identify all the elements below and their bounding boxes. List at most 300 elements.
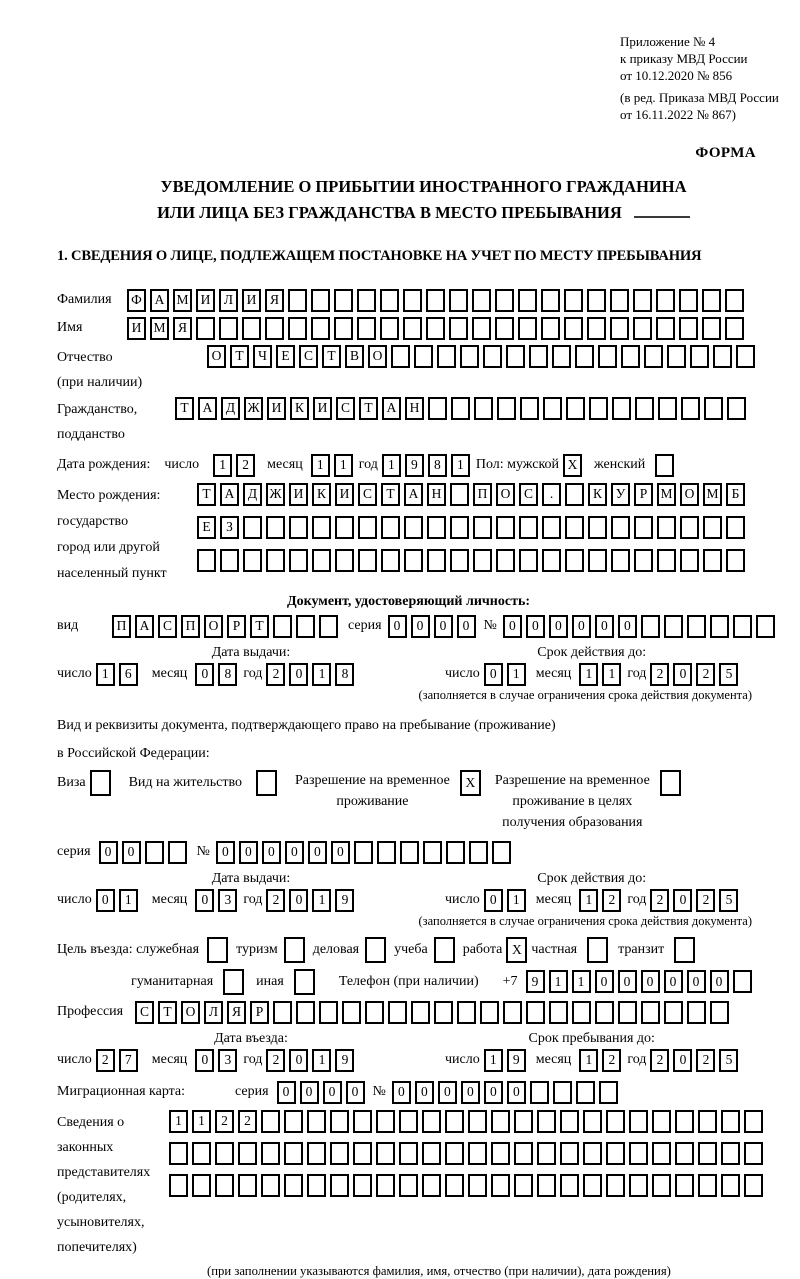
birthplace-cell[interactable] — [266, 516, 285, 539]
representative-cell[interactable] — [169, 1174, 188, 1197]
patronymic-cell[interactable]: О — [368, 345, 387, 368]
name-cell[interactable] — [472, 317, 491, 340]
citizenship-cell[interactable] — [520, 397, 539, 420]
patronymic-cell[interactable] — [529, 345, 548, 368]
birthplace-cell[interactable] — [565, 483, 584, 506]
birthplace-cell[interactable] — [657, 549, 676, 572]
birthplace-cell[interactable] — [634, 549, 653, 572]
citizenship-cell[interactable] — [474, 397, 493, 420]
profession-cell[interactable] — [710, 1001, 729, 1024]
migration-number-cell[interactable]: 0 — [507, 1081, 526, 1104]
doc-type-cell[interactable] — [296, 615, 315, 638]
stay-month-cell[interactable]: 1 — [579, 1049, 598, 1072]
permit-issue-year-cell[interactable]: 0 — [289, 889, 308, 912]
doc-issue-year-cell[interactable]: 8 — [335, 663, 354, 686]
doc-type-cell[interactable]: О — [204, 615, 223, 638]
entry-year-cell[interactable]: 0 — [289, 1049, 308, 1072]
name-cell[interactable] — [426, 317, 445, 340]
representative-cell[interactable] — [583, 1142, 602, 1165]
doc-issue-year-cell[interactable]: 1 — [312, 663, 331, 686]
surname-cell[interactable] — [449, 289, 468, 312]
birthplace-cell[interactable]: М — [657, 483, 676, 506]
representative-cell[interactable] — [376, 1142, 395, 1165]
birthplace-cell[interactable]: И — [289, 483, 308, 506]
representative-cell[interactable] — [537, 1174, 556, 1197]
representative-cell[interactable] — [744, 1142, 763, 1165]
birth-year-cell[interactable]: 9 — [405, 454, 424, 477]
name-cell[interactable]: И — [127, 317, 146, 340]
profession-cell[interactable] — [549, 1001, 568, 1024]
patronymic-cell[interactable] — [483, 345, 502, 368]
birthplace-cell[interactable]: О — [680, 483, 699, 506]
permit-number-cell[interactable]: 0 — [308, 841, 327, 864]
name-cell[interactable] — [679, 317, 698, 340]
representative-cell[interactable] — [445, 1174, 464, 1197]
permit-valid-year-cell[interactable]: 2 — [696, 889, 715, 912]
birth-day-cell[interactable]: 2 — [236, 454, 255, 477]
doc-valid-month-cell[interactable]: 1 — [579, 663, 598, 686]
representative-cell[interactable] — [468, 1174, 487, 1197]
representative-cell[interactable] — [629, 1174, 648, 1197]
doc-number-cell[interactable] — [756, 615, 775, 638]
representative-cell[interactable] — [698, 1174, 717, 1197]
migration-number-cell[interactable] — [530, 1081, 549, 1104]
citizenship-cell[interactable]: И — [267, 397, 286, 420]
birthplace-cell[interactable] — [726, 549, 745, 572]
permit-number-cell[interactable] — [400, 841, 419, 864]
temp-permit-checkbox[interactable]: X — [460, 770, 481, 796]
representative-cell[interactable] — [606, 1110, 625, 1133]
profession-cell[interactable] — [273, 1001, 292, 1024]
purpose-humanitarian-checkbox[interactable] — [223, 969, 244, 995]
doc-number-cell[interactable]: 0 — [595, 615, 614, 638]
profession-cell[interactable]: С — [135, 1001, 154, 1024]
phone-cell[interactable]: 9 — [526, 970, 545, 993]
doc-valid-year-cell[interactable]: 2 — [696, 663, 715, 686]
birthplace-cell[interactable] — [197, 549, 216, 572]
surname-cell[interactable]: И — [196, 289, 215, 312]
name-cell[interactable] — [449, 317, 468, 340]
citizenship-cell[interactable]: А — [382, 397, 401, 420]
representative-cell[interactable] — [261, 1142, 280, 1165]
citizenship-cell[interactable]: Т — [175, 397, 194, 420]
representative-cell[interactable] — [468, 1142, 487, 1165]
birthplace-cell[interactable] — [335, 549, 354, 572]
migration-number-cell[interactable]: 0 — [461, 1081, 480, 1104]
representative-cell[interactable] — [583, 1174, 602, 1197]
representative-cell[interactable] — [422, 1110, 441, 1133]
birthplace-cell[interactable] — [657, 516, 676, 539]
representative-cell[interactable]: 2 — [238, 1110, 257, 1133]
surname-cell[interactable] — [702, 289, 721, 312]
representative-cell[interactable] — [307, 1174, 326, 1197]
birthplace-cell[interactable] — [404, 549, 423, 572]
migration-number-cell[interactable] — [553, 1081, 572, 1104]
profession-cell[interactable] — [687, 1001, 706, 1024]
doc-number-cell[interactable] — [641, 615, 660, 638]
name-cell[interactable] — [587, 317, 606, 340]
citizenship-cell[interactable] — [704, 397, 723, 420]
birthplace-cell[interactable] — [565, 516, 584, 539]
doc-number-cell[interactable]: 0 — [503, 615, 522, 638]
citizenship-cell[interactable]: Ж — [244, 397, 263, 420]
doc-valid-year-cell[interactable]: 2 — [650, 663, 669, 686]
visa-checkbox[interactable] — [90, 770, 111, 796]
birthplace-cell[interactable] — [473, 516, 492, 539]
patronymic-cell[interactable] — [552, 345, 571, 368]
birthplace-cell[interactable]: Т — [381, 483, 400, 506]
name-cell[interactable]: Я — [173, 317, 192, 340]
representative-cell[interactable] — [744, 1174, 763, 1197]
birthplace-cell[interactable] — [289, 516, 308, 539]
name-cell[interactable] — [656, 317, 675, 340]
profession-cell[interactable]: Я — [227, 1001, 246, 1024]
profession-cell[interactable]: Т — [158, 1001, 177, 1024]
profession-cell[interactable] — [411, 1001, 430, 1024]
surname-cell[interactable]: Я — [265, 289, 284, 312]
permit-number-cell[interactable]: 0 — [285, 841, 304, 864]
representative-cell[interactable] — [514, 1174, 533, 1197]
phone-cell[interactable]: 1 — [549, 970, 568, 993]
name-cell[interactable] — [495, 317, 514, 340]
representative-cell[interactable] — [399, 1142, 418, 1165]
representative-cell[interactable] — [560, 1174, 579, 1197]
representative-cell[interactable] — [721, 1142, 740, 1165]
patronymic-cell[interactable] — [575, 345, 594, 368]
representative-cell[interactable] — [652, 1142, 671, 1165]
representative-cell[interactable] — [284, 1174, 303, 1197]
representative-cell[interactable] — [353, 1174, 372, 1197]
surname-cell[interactable] — [426, 289, 445, 312]
representative-cell[interactable] — [629, 1110, 648, 1133]
representative-cell[interactable] — [721, 1174, 740, 1197]
purpose-tourism-checkbox[interactable] — [284, 937, 305, 963]
phone-cell[interactable]: 0 — [595, 970, 614, 993]
name-cell[interactable] — [702, 317, 721, 340]
profession-cell[interactable]: О — [181, 1001, 200, 1024]
birthplace-cell[interactable] — [358, 549, 377, 572]
patronymic-cell[interactable]: Т — [322, 345, 341, 368]
stay-year-cell[interactable]: 2 — [696, 1049, 715, 1072]
migration-number-cell[interactable]: 0 — [392, 1081, 411, 1104]
birthplace-cell[interactable] — [312, 549, 331, 572]
profession-cell[interactable] — [365, 1001, 384, 1024]
birthplace-cell[interactable] — [335, 516, 354, 539]
citizenship-cell[interactable]: Н — [405, 397, 424, 420]
representative-cell[interactable] — [307, 1142, 326, 1165]
permit-number-cell[interactable]: 0 — [239, 841, 258, 864]
patronymic-cell[interactable]: С — [299, 345, 318, 368]
birthplace-cell[interactable] — [496, 549, 515, 572]
representative-cell[interactable] — [514, 1142, 533, 1165]
birth-month-cell[interactable]: 1 — [334, 454, 353, 477]
purpose-transit-checkbox[interactable] — [674, 937, 695, 963]
representative-cell[interactable] — [353, 1142, 372, 1165]
permit-valid-day-cell[interactable]: 1 — [507, 889, 526, 912]
permit-number-cell[interactable] — [377, 841, 396, 864]
doc-issue-month-cell[interactable]: 0 — [195, 663, 214, 686]
phone-cell[interactable]: 0 — [664, 970, 683, 993]
representative-cell[interactable] — [675, 1142, 694, 1165]
representative-cell[interactable] — [445, 1110, 464, 1133]
stay-year-cell[interactable]: 2 — [650, 1049, 669, 1072]
doc-valid-day-cell[interactable]: 1 — [507, 663, 526, 686]
birthplace-cell[interactable] — [726, 516, 745, 539]
representative-cell[interactable] — [698, 1142, 717, 1165]
migration-number-cell[interactable] — [599, 1081, 618, 1104]
stay-year-cell[interactable]: 5 — [719, 1049, 738, 1072]
profession-cell[interactable]: Р — [250, 1001, 269, 1024]
birthplace-cell[interactable] — [611, 516, 630, 539]
birthplace-cell[interactable] — [243, 516, 262, 539]
doc-series-cell[interactable]: 0 — [434, 615, 453, 638]
name-cell[interactable] — [219, 317, 238, 340]
citizenship-cell[interactable] — [681, 397, 700, 420]
name-cell[interactable]: М — [150, 317, 169, 340]
surname-cell[interactable] — [564, 289, 583, 312]
birthplace-cell[interactable] — [243, 549, 262, 572]
permit-valid-month-cell[interactable]: 1 — [579, 889, 598, 912]
representative-cell[interactable] — [583, 1110, 602, 1133]
permit-number-cell[interactable]: 0 — [262, 841, 281, 864]
birthplace-cell[interactable]: С — [358, 483, 377, 506]
birthplace-cell[interactable] — [312, 516, 331, 539]
representative-cell[interactable] — [330, 1174, 349, 1197]
birth-year-cell[interactable]: 1 — [382, 454, 401, 477]
patronymic-cell[interactable]: Е — [276, 345, 295, 368]
name-cell[interactable] — [288, 317, 307, 340]
profession-cell[interactable] — [319, 1001, 338, 1024]
birthplace-cell[interactable] — [289, 549, 308, 572]
representative-cell[interactable] — [261, 1174, 280, 1197]
representative-cell[interactable] — [606, 1142, 625, 1165]
phone-cell[interactable]: 0 — [710, 970, 729, 993]
birthplace-cell[interactable] — [542, 516, 561, 539]
birthplace-cell[interactable]: М — [703, 483, 722, 506]
birthplace-cell[interactable]: И — [335, 483, 354, 506]
migration-series-cell[interactable]: 0 — [300, 1081, 319, 1104]
name-cell[interactable] — [610, 317, 629, 340]
permit-series-cell[interactable] — [168, 841, 187, 864]
representative-cell[interactable] — [284, 1110, 303, 1133]
birthplace-cell[interactable]: О — [496, 483, 515, 506]
representative-cell[interactable] — [192, 1142, 211, 1165]
doc-issue-year-cell[interactable]: 2 — [266, 663, 285, 686]
birthplace-cell[interactable]: А — [404, 483, 423, 506]
birthplace-cell[interactable] — [519, 516, 538, 539]
representative-cell[interactable] — [491, 1110, 510, 1133]
patronymic-cell[interactable] — [621, 345, 640, 368]
representative-cell[interactable] — [514, 1110, 533, 1133]
entry-year-cell[interactable]: 9 — [335, 1049, 354, 1072]
permit-number-cell[interactable] — [354, 841, 373, 864]
profession-cell[interactable] — [388, 1001, 407, 1024]
representative-cell[interactable] — [698, 1110, 717, 1133]
representative-cell[interactable] — [399, 1110, 418, 1133]
purpose-official-checkbox[interactable] — [207, 937, 228, 963]
citizenship-cell[interactable] — [635, 397, 654, 420]
citizenship-cell[interactable] — [589, 397, 608, 420]
profession-cell[interactable] — [480, 1001, 499, 1024]
migration-series-cell[interactable]: 0 — [346, 1081, 365, 1104]
surname-cell[interactable]: Ф — [127, 289, 146, 312]
birthplace-cell[interactable] — [450, 483, 469, 506]
representative-cell[interactable] — [422, 1142, 441, 1165]
representative-cell[interactable] — [330, 1110, 349, 1133]
doc-number-cell[interactable] — [733, 615, 752, 638]
citizenship-cell[interactable] — [658, 397, 677, 420]
phone-cell[interactable]: 1 — [572, 970, 591, 993]
birthplace-cell[interactable] — [427, 549, 446, 572]
sex-female-checkbox[interactable] — [655, 454, 674, 477]
representative-cell[interactable] — [422, 1174, 441, 1197]
surname-cell[interactable] — [656, 289, 675, 312]
birthplace-cell[interactable] — [358, 516, 377, 539]
doc-issue-day-cell[interactable]: 6 — [119, 663, 138, 686]
representative-cell[interactable] — [307, 1110, 326, 1133]
birthplace-cell[interactable]: Е — [197, 516, 216, 539]
patronymic-cell[interactable]: О — [207, 345, 226, 368]
representative-cell[interactable] — [238, 1174, 257, 1197]
permit-number-cell[interactable] — [492, 841, 511, 864]
birthplace-cell[interactable] — [381, 516, 400, 539]
birthplace-cell[interactable] — [427, 516, 446, 539]
representative-cell[interactable] — [330, 1142, 349, 1165]
birthplace-cell[interactable] — [680, 549, 699, 572]
patronymic-cell[interactable] — [690, 345, 709, 368]
birthplace-cell[interactable] — [496, 516, 515, 539]
purpose-work-checkbox[interactable]: X — [506, 937, 527, 963]
patronymic-cell[interactable] — [598, 345, 617, 368]
doc-number-cell[interactable] — [687, 615, 706, 638]
representative-cell[interactable] — [445, 1142, 464, 1165]
permit-valid-month-cell[interactable]: 2 — [602, 889, 621, 912]
representative-cell[interactable] — [537, 1110, 556, 1133]
doc-valid-year-cell[interactable]: 0 — [673, 663, 692, 686]
birthplace-cell[interactable]: Т — [197, 483, 216, 506]
birthplace-cell[interactable] — [588, 549, 607, 572]
representative-cell[interactable] — [491, 1142, 510, 1165]
permit-number-cell[interactable] — [446, 841, 465, 864]
doc-type-cell[interactable] — [273, 615, 292, 638]
surname-cell[interactable] — [541, 289, 560, 312]
entry-year-cell[interactable]: 1 — [312, 1049, 331, 1072]
birthplace-cell[interactable]: У — [611, 483, 630, 506]
permit-valid-day-cell[interactable]: 0 — [484, 889, 503, 912]
doc-number-cell[interactable]: 0 — [549, 615, 568, 638]
migration-number-cell[interactable]: 0 — [415, 1081, 434, 1104]
birthplace-cell[interactable] — [703, 516, 722, 539]
doc-issue-year-cell[interactable]: 0 — [289, 663, 308, 686]
birth-day-cell[interactable]: 1 — [213, 454, 232, 477]
doc-type-cell[interactable]: С — [158, 615, 177, 638]
citizenship-cell[interactable]: С — [336, 397, 355, 420]
phone-cell[interactable]: 0 — [618, 970, 637, 993]
entry-month-cell[interactable]: 0 — [195, 1049, 214, 1072]
patronymic-cell[interactable] — [391, 345, 410, 368]
representative-cell[interactable] — [560, 1110, 579, 1133]
profession-cell[interactable] — [572, 1001, 591, 1024]
migration-series-cell[interactable]: 0 — [323, 1081, 342, 1104]
citizenship-cell[interactable] — [566, 397, 585, 420]
representative-cell[interactable] — [261, 1110, 280, 1133]
birthplace-cell[interactable] — [450, 516, 469, 539]
permit-series-cell[interactable]: 0 — [99, 841, 118, 864]
profession-cell[interactable] — [641, 1001, 660, 1024]
stay-year-cell[interactable]: 0 — [673, 1049, 692, 1072]
permit-issue-year-cell[interactable]: 9 — [335, 889, 354, 912]
birthplace-cell[interactable] — [611, 549, 630, 572]
purpose-private-checkbox[interactable] — [587, 937, 608, 963]
doc-number-cell[interactable]: 0 — [618, 615, 637, 638]
patronymic-cell[interactable]: В — [345, 345, 364, 368]
representative-cell[interactable] — [491, 1174, 510, 1197]
representative-cell[interactable] — [652, 1174, 671, 1197]
surname-cell[interactable] — [679, 289, 698, 312]
patronymic-cell[interactable]: Т — [230, 345, 249, 368]
surname-cell[interactable]: Л — [219, 289, 238, 312]
surname-cell[interactable] — [380, 289, 399, 312]
birthplace-cell[interactable]: Д — [243, 483, 262, 506]
birthplace-cell[interactable] — [680, 516, 699, 539]
stay-day-cell[interactable]: 1 — [484, 1049, 503, 1072]
representative-cell[interactable] — [215, 1142, 234, 1165]
patronymic-cell[interactable] — [437, 345, 456, 368]
permit-issue-year-cell[interactable]: 2 — [266, 889, 285, 912]
doc-valid-day-cell[interactable]: 0 — [484, 663, 503, 686]
citizenship-cell[interactable] — [727, 397, 746, 420]
citizenship-cell[interactable] — [497, 397, 516, 420]
birthplace-cell[interactable] — [703, 549, 722, 572]
surname-cell[interactable] — [495, 289, 514, 312]
surname-cell[interactable]: М — [173, 289, 192, 312]
name-cell[interactable] — [311, 317, 330, 340]
permit-series-cell[interactable] — [145, 841, 164, 864]
name-cell[interactable] — [380, 317, 399, 340]
patronymic-cell[interactable] — [460, 345, 479, 368]
name-cell[interactable] — [357, 317, 376, 340]
profession-cell[interactable] — [342, 1001, 361, 1024]
citizenship-cell[interactable]: К — [290, 397, 309, 420]
surname-cell[interactable] — [357, 289, 376, 312]
representative-cell[interactable] — [744, 1110, 763, 1133]
profession-cell[interactable] — [618, 1001, 637, 1024]
birthplace-cell[interactable] — [220, 549, 239, 572]
surname-cell[interactable] — [518, 289, 537, 312]
representative-cell[interactable] — [537, 1142, 556, 1165]
profession-cell[interactable] — [595, 1001, 614, 1024]
representative-cell[interactable] — [560, 1142, 579, 1165]
representative-cell[interactable] — [721, 1110, 740, 1133]
birthplace-cell[interactable] — [381, 549, 400, 572]
representative-cell[interactable]: 2 — [215, 1110, 234, 1133]
citizenship-cell[interactable]: Д — [221, 397, 240, 420]
birthplace-cell[interactable] — [404, 516, 423, 539]
name-cell[interactable] — [564, 317, 583, 340]
representative-cell[interactable] — [652, 1110, 671, 1133]
doc-number-cell[interactable] — [664, 615, 683, 638]
entry-year-cell[interactable]: 2 — [266, 1049, 285, 1072]
birthplace-cell[interactable]: П — [473, 483, 492, 506]
citizenship-cell[interactable]: И — [313, 397, 332, 420]
patronymic-cell[interactable] — [667, 345, 686, 368]
doc-number-cell[interactable] — [710, 615, 729, 638]
sex-male-checkbox[interactable]: X — [563, 454, 582, 477]
doc-type-cell[interactable]: Т — [250, 615, 269, 638]
doc-series-cell[interactable]: 0 — [411, 615, 430, 638]
patronymic-cell[interactable] — [736, 345, 755, 368]
patronymic-cell[interactable]: Ч — [253, 345, 272, 368]
